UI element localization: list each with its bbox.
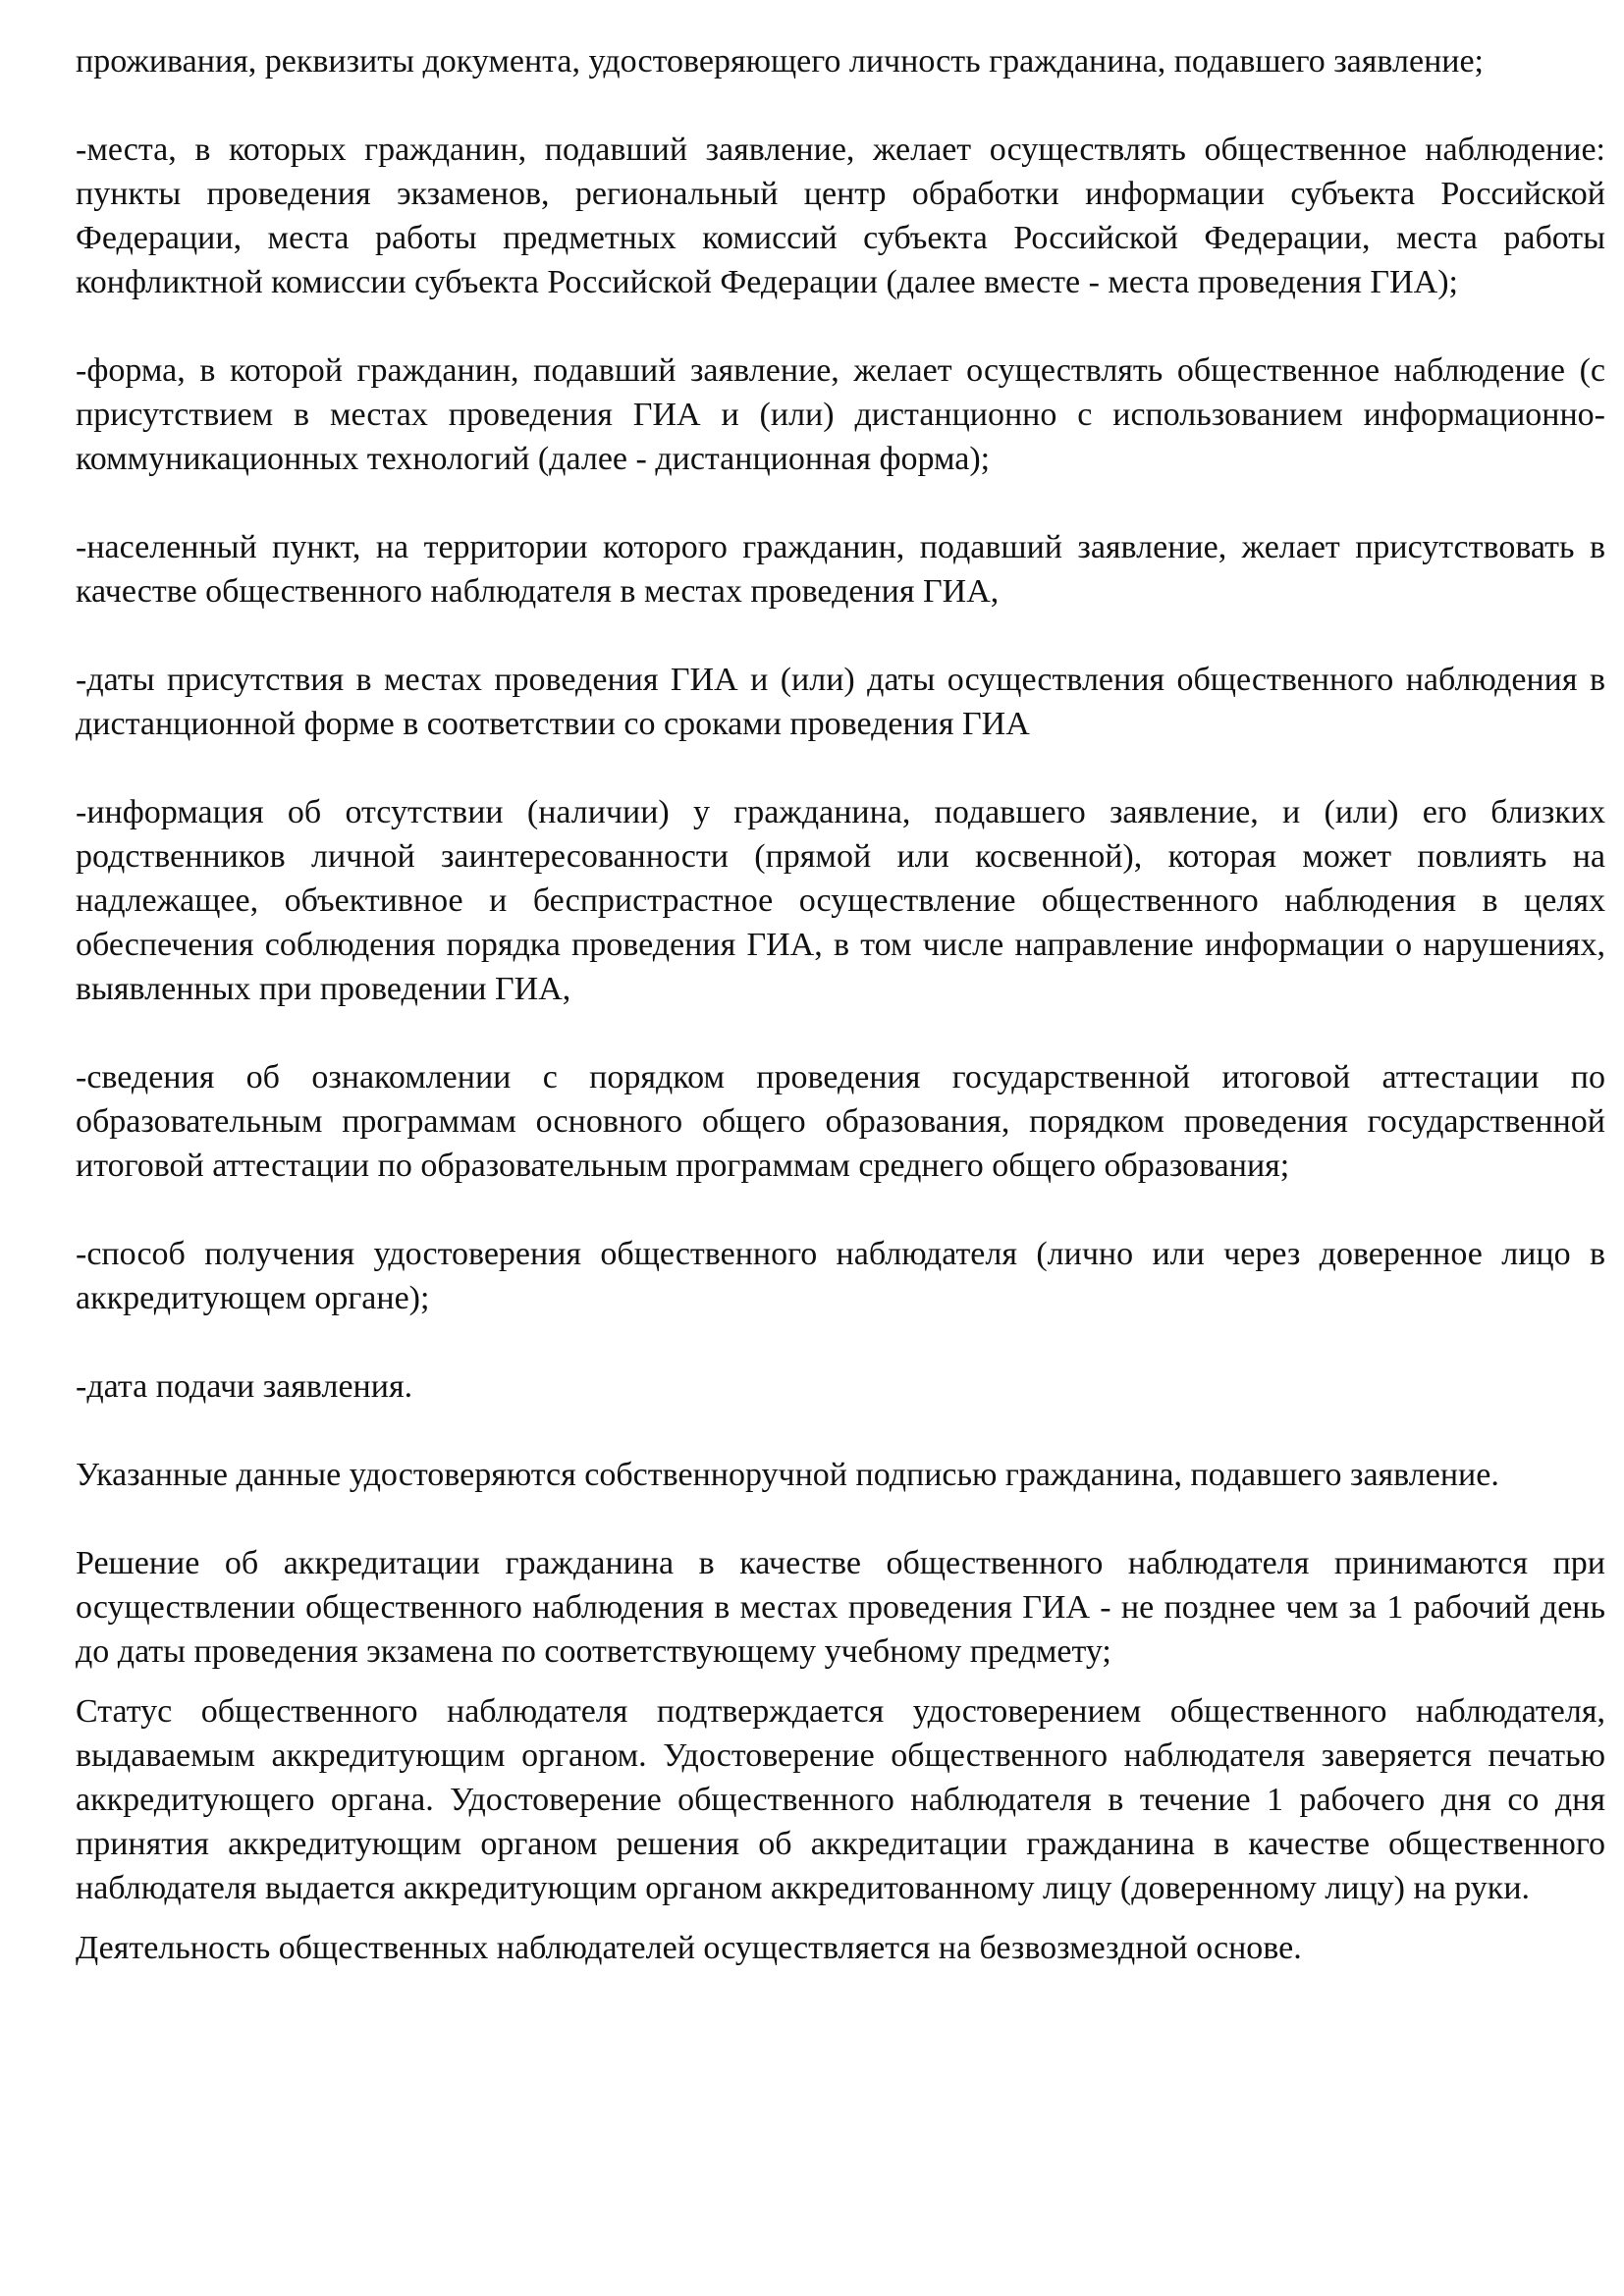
paragraph-observation-form: -форма, в которой гражданин, подавший заявление, желает осуществлять общественное наблюдение (с присутствием в местах проведения ГИА и (или) дистанционно с использованием информационно-коммуникационных технологий (далее - дистанционная форма); [76,352,1605,477]
paragraph-application-date: -дата подачи заявления. [76,1368,413,1405]
paragraph-residence-details: проживания, реквизиты документа, удостоверяющего личность гражданина, подавшего заявление; [76,43,1484,80]
paragraph-procedure-acquaintance: -сведения об ознакомлении с порядком проведения государственной итоговой аттестации по образовательным программам основного общего образования, порядком проведения государственной итоговой аттестации по образовательным программам среднего общего образования; [76,1059,1605,1184]
paragraph-observation-places: -места, в которых гражданин, подавший заявление, желает осуществлять общественное наблюдение: пункты проведения экзаменов, региональный центр обработки информации субъекта Российской Федерации, места работы предметных комиссий субъекта Российской Федерации, места работы конфликтной комиссии субъекта Российской Федерации (далее вместе - места проведения ГИА); [76,132,1605,300]
paragraph-signature: Указанные данные удостоверяются собственноручной подписью гражданина, подавшего заявление. [76,1457,1499,1493]
paragraph-certificate-receipt: -способ получения удостоверения общественного наблюдателя (лично или через доверенное лицо в аккредитующем органе); [76,1236,1605,1316]
paragraph-accreditation-decision: Решение об аккредитации гражданина в качестве общественного наблюдателя принимаются при осуществлении общественного наблюдения в местах проведения ГИА - не позднее чем за 1 рабочий день до даты проведения экзамена по соответствующему учебному предмету; [76,1545,1605,1670]
document-page [76,39,1605,1970]
paragraph-attendance-dates: -даты присутствия в местах проведения ГИА и (или) даты осуществления общественного наблюдения в дистанционной форме в соответствии со сроками проведения ГИА [76,662,1605,742]
paragraph-free-of-charge: Деятельность общественных наблюдателей осуществляется на безвозмездной основе. [76,1930,1302,1966]
paragraph-observer-status: Статус общественного наблюдателя подтверждается удостоверением общественного наблюдателя, выдаваемым аккредитующим органом. Удостоверение общественного наблюдателя заверяется печатью аккредитующего органа. Удостоверение общественного наблюдателя в течение 1 рабочего дня со дня принятия аккредитующим органом решения об аккредитации гражданина в качестве общественного наблюдателя выдается аккредитующим органом аккредитованному лицу (доверенному лицу) на руки. [76,1693,1605,1906]
paragraph-locality: -населенный пункт, на территории которого гражданин, подавший заявление, желает присутствовать в качестве общественного наблюдателя в местах проведения ГИА, [76,529,1605,610]
paragraph-conflict-of-interest: -информация об отсутствии (наличии) у гражданина, подавшего заявление, и (или) его близких родственников личной заинтересованности (прямой или косвенной), которая может повлиять на надлежащее, объективное и беспристрастное осуществление общественного наблюдения в целях обеспечения соблюдения порядка проведения ГИА, в том числе направление информации о нарушениях, выявленных при проведении ГИА, [76,794,1605,1007]
